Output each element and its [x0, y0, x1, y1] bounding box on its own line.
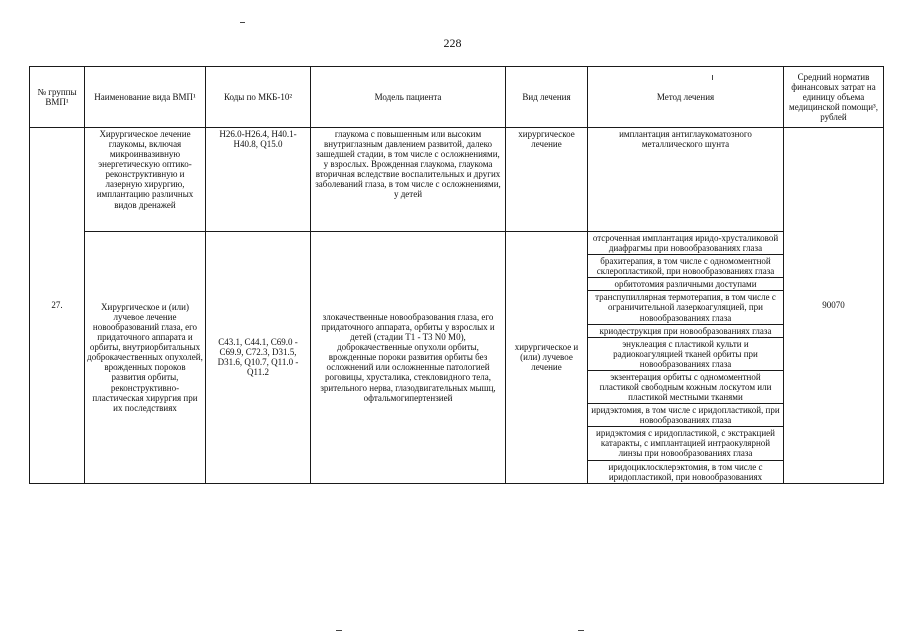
header-model: Модель пациента [311, 67, 506, 128]
method-item: орбитотомия различными доступами [588, 278, 783, 291]
treatment-cell: хирургическое и (или) лучевое лечение [506, 232, 588, 484]
header-group: № группы ВМП¹ [30, 67, 85, 128]
prev-method-cell: имплантация антиглаукоматозного металлического шунта [588, 128, 784, 232]
prev-model-cell: глаукома с повышенным или высоким внутриглазным давлением развитой, далеко зашедшей стадии, в том числе с осложнениями, у взрослых. Врожденная глаукома, глаукома вторичная вследствие воспалительных и других заболеваний глаза, в том числе с осложнениями, у детей [311, 128, 506, 232]
method-item: иридэктомия с иридопластикой, с экстракцией катаракты, с имплантацией интраокулярной линзы при новообразованиях глаза [588, 427, 783, 460]
method-item: отсроченная имплантация иридо-хрусталиковой диафрагмы при новообразованиях глаза [588, 232, 783, 255]
method-item: иридоциклосклерэктомия, в том числе с иридопластикой, при новообразованиях [608, 461, 763, 482]
method-item: транспупиллярная термотерапия, в том числе с ограничительной лазеркоагуляцией, при новообразованиях глаза [588, 291, 783, 324]
cost-cell: 90070 [784, 128, 884, 484]
method-item: иридэктомия, в том числе с иридопластикой, при новообразованиях глаза [588, 404, 783, 427]
group-cell: 27. [30, 128, 85, 484]
header-name: Наименование вида ВМП¹ [85, 67, 206, 128]
model-cell: злокачественные новообразования глаза, его придаточного аппарата, орбиты у взрослых и детей (стадии T1 - T3 N0 M0), доброкачественные опухоли орбиты, врожденные пороки развития орбиты без осложнений или осложненные патологией роговицы, хрусталика, стекловидного тела, зрительного нерва, глазодвигательных мышц, офтальмогипертензией [311, 232, 506, 484]
prev-name-cell: Хирургическое лечение глаукомы, включая микроинвазивную энергетическую оптико-реконструктивную и лазерную хирургию, имплантацию различных видов дренажей [85, 128, 206, 232]
page-number: 228 [443, 36, 462, 50]
method-item: энуклеация с пластикой культи и радиокоагуляцией тканей орбиты при новообразованиях глаза [588, 337, 783, 370]
table-row-27 [30, 232, 884, 484]
name-cell: Хирургическое и (или) лучевое лечение новообразований глаза, его придаточного аппарата и орбиты, внутриорбитальных доброкачественных опухолей, врожденных пороков развития орбиты, реконструктивно-пластическая хирургия при их последствиях [85, 232, 206, 484]
method-item: брахитерапия, в том числе с одномоментной склеропластикой, при новообразованиях глаза [588, 255, 783, 278]
header-method: Метод лечения [588, 67, 784, 128]
methods-cell [588, 232, 784, 484]
scan-mark [240, 22, 245, 23]
scan-mark [578, 630, 584, 631]
scan-mark [712, 75, 713, 80]
header-cost: Средний норматив финансовых затрат на единицу объема медицинской помощи³, рублей [784, 67, 884, 128]
methods-list [588, 232, 783, 483]
scan-mark [336, 630, 342, 631]
method-item: экзентерация орбиты с одномоментной пластикой свободным кожным лоскутом или пластикой местными тканями [588, 370, 783, 403]
codes-cell: C43.1, C44.1, C69.0 - C69.9, C72.3, D31.5, D31.6, Q10.7, Q11.0 - Q11.2 [206, 232, 311, 484]
prev-treatment-cell: хирургическое лечение [506, 128, 588, 232]
prev-codes-cell: H26.0-H26.4, H40.1-H40.8, Q15.0 [206, 128, 311, 232]
header-codes: Коды по МКБ-10² [206, 67, 311, 128]
vmp-table [29, 66, 884, 484]
method-item: криодеструкция при новообразованиях глаза [588, 324, 783, 337]
header-treatment: Вид лечения [506, 67, 588, 128]
header-row [30, 67, 884, 128]
table-row-glaucoma [30, 128, 884, 232]
